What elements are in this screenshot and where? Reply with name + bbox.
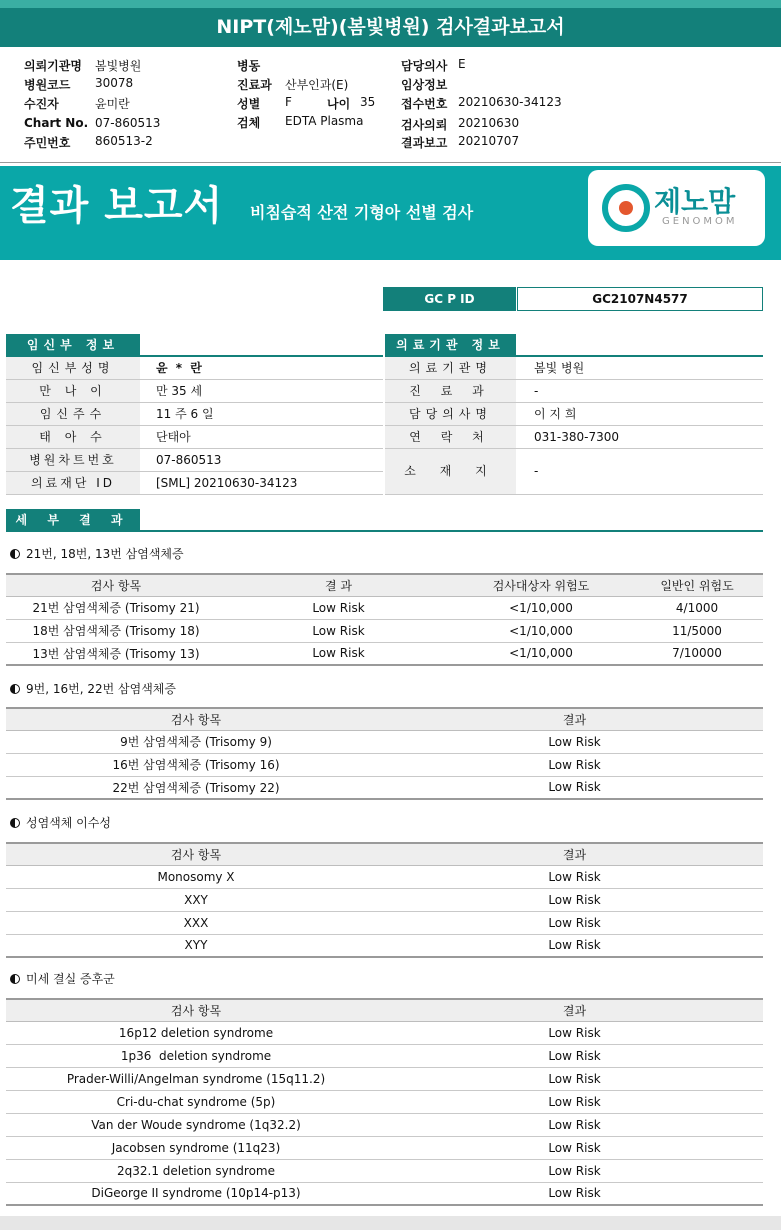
- patient-info-heading: 임신부 정보: [6, 334, 140, 356]
- result-table-sex-chromosome: [6, 842, 763, 958]
- patient-row: [6, 449, 383, 472]
- cell-test-item: 13번 삼염색체증 (Trisomy 13): [6, 642, 226, 665]
- column-header: 결과: [386, 708, 763, 730]
- cell-general-risk: 4/1000: [631, 596, 763, 619]
- cell-test-item: XXY: [6, 888, 386, 911]
- section-title: [10, 814, 111, 831]
- cell-subject-risk: <1/10,000: [451, 619, 631, 642]
- half-circle-icon: [10, 974, 20, 984]
- cell-test-item: 2q32.1 deletion syndrome: [6, 1159, 386, 1182]
- report-banner: [0, 166, 781, 260]
- patient-row-value: [SML] 20210630-34123: [156, 476, 298, 490]
- meta-label: 검체: [237, 116, 261, 130]
- section-title-text: 9번, 16번, 22번 삼염색체증: [26, 682, 176, 696]
- institution-row: [385, 449, 763, 495]
- meta-block: [0, 0, 781, 160]
- column-header: 검사 항목: [6, 999, 386, 1021]
- cell-test-item: XYY: [6, 934, 386, 957]
- patient-row: [6, 357, 383, 380]
- section-title-text: 미세 결실 증후군: [26, 972, 115, 986]
- meta-label: 성별: [237, 97, 261, 111]
- table-row: [6, 776, 763, 799]
- patient-row-value: 07-860513: [156, 453, 222, 467]
- section-title: [10, 970, 115, 987]
- meta-label: 주민번호: [24, 136, 71, 150]
- banner-title: 결과 보고서: [10, 183, 224, 229]
- institution-row: [385, 403, 763, 426]
- banner-subtitle: 비침습적 산전 기형아 선별 검사: [250, 203, 474, 222]
- meta-value: 윤미란: [95, 97, 130, 111]
- result-table-trisomy-21-18-13: [6, 573, 763, 666]
- patient-row-label: 의료재단 ID: [6, 472, 140, 494]
- cell-result: Low Risk: [386, 865, 763, 888]
- cell-result: Low Risk: [386, 1090, 763, 1113]
- meta-label: 결과보고: [401, 136, 448, 150]
- cell-result: Low Risk: [386, 730, 763, 753]
- gcp-id-value: GC2107N4577: [517, 287, 763, 311]
- institution-row-value: 031-380-7300: [534, 430, 620, 444]
- institution-info-heading: 의료기관 정보: [385, 334, 516, 356]
- half-circle-icon: [10, 684, 20, 694]
- institution-row: [385, 426, 763, 449]
- cell-result: Low Risk: [386, 888, 763, 911]
- details-heading: 세 부 결 과: [6, 509, 140, 531]
- report-title: NIPT(제노맘)(봄빛병원) 검사결과보고서: [216, 16, 565, 38]
- table-row: [6, 753, 763, 776]
- institution-row-label: 담당의사명: [385, 403, 516, 425]
- logo-subtext: GENOMOM: [662, 216, 738, 227]
- institution-row: [385, 380, 763, 403]
- meta-label: 검사의뢰: [401, 118, 448, 132]
- meta-label-age: 나이: [327, 97, 351, 111]
- table-row: [6, 596, 763, 619]
- meta-value: 07-860513: [95, 116, 161, 130]
- meta-value-age: 35: [360, 95, 376, 109]
- table-row: [6, 1021, 763, 1044]
- section-title-text: 21번, 18번, 13번 삼염색체증: [26, 547, 184, 561]
- logo-dot-icon: [619, 201, 633, 215]
- logo-name: 제노맘: [654, 185, 736, 218]
- table-row: [6, 888, 763, 911]
- institution-row-label: 연 락 처: [385, 426, 516, 448]
- cell-result: Low Risk: [386, 1067, 763, 1090]
- cell-test-item: 22번 삼염색체증 (Trisomy 22): [6, 776, 386, 799]
- cell-result: Low Risk: [386, 1136, 763, 1159]
- table-row: [6, 619, 763, 642]
- row-rule: [385, 494, 763, 495]
- gcp-id-label: GC P ID: [383, 287, 516, 311]
- patient-row: [6, 380, 383, 403]
- cell-test-item: 16번 삼염색체증 (Trisomy 16): [6, 753, 386, 776]
- table-header-row: [6, 999, 763, 1021]
- meta-value: 산부인과(E): [285, 78, 349, 92]
- patient-row-label: 임신주수: [6, 403, 140, 425]
- table-row: [6, 1067, 763, 1090]
- meta-divider: [0, 162, 781, 163]
- result-table-microdeletion: [6, 998, 763, 1206]
- cell-result: Low Risk: [226, 619, 451, 642]
- table-row: [6, 642, 763, 665]
- table-row: [6, 1090, 763, 1113]
- cell-test-item: Prader-Willi/Angelman syndrome (15q11.2): [6, 1067, 386, 1090]
- patient-row: [6, 426, 383, 449]
- cell-subject-risk: <1/10,000: [451, 596, 631, 619]
- patient-row-label: 병원차트번호: [6, 449, 140, 471]
- table-row: [6, 730, 763, 753]
- page-bottom-bar: [0, 1216, 781, 1230]
- half-circle-icon: [10, 549, 20, 559]
- column-header: 검사대상자 위험도: [451, 574, 631, 596]
- cell-result: Low Risk: [226, 596, 451, 619]
- section-title: [10, 680, 176, 697]
- cell-test-item: 9번 삼염색체증 (Trisomy 9): [6, 730, 386, 753]
- table-row: [6, 1113, 763, 1136]
- meta-label: 병동: [237, 59, 261, 73]
- table-header-row: [6, 574, 763, 596]
- table-row: [6, 1136, 763, 1159]
- half-circle-icon: [10, 818, 20, 828]
- cell-result: Low Risk: [386, 934, 763, 957]
- cell-result: Low Risk: [386, 776, 763, 799]
- cell-test-item: DiGeorge II syndrome (10p14-p13): [6, 1182, 386, 1205]
- cell-result: Low Risk: [226, 642, 451, 665]
- meta-value: 20210707: [458, 134, 520, 148]
- cell-result: Low Risk: [386, 911, 763, 934]
- table-row: [6, 1044, 763, 1067]
- meta-value: 30078: [95, 76, 134, 90]
- cell-subject-risk: <1/10,000: [451, 642, 631, 665]
- cell-result: Low Risk: [386, 1182, 763, 1205]
- column-header: 결 과: [226, 574, 451, 596]
- row-rule: [6, 494, 383, 495]
- cell-general-risk: 7/10000: [631, 642, 763, 665]
- table-header-row: [6, 843, 763, 865]
- meta-value: EDTA Plasma: [285, 114, 364, 128]
- meta-label: 병원코드: [24, 78, 71, 92]
- table-row: [6, 1159, 763, 1182]
- table-row: [6, 865, 763, 888]
- table-header-row: [6, 708, 763, 730]
- cell-test-item: Cri-du-chat syndrome (5p): [6, 1090, 386, 1113]
- meta-label: 접수번호: [401, 97, 448, 111]
- institution-row-label: 진 료 과: [385, 380, 516, 402]
- meta-value: F: [285, 95, 292, 109]
- patient-row-value: 만 35 세: [156, 384, 203, 398]
- cell-test-item: Van der Woude syndrome (1q32.2): [6, 1113, 386, 1136]
- institution-row-label: 소 재 지: [385, 449, 516, 494]
- cell-result: Low Risk: [386, 753, 763, 776]
- institution-row-value: 이 지 희: [534, 407, 577, 421]
- genomom-logo: [588, 170, 765, 246]
- institution-row-value: -: [534, 384, 539, 398]
- cell-test-item: 16p12 deletion syndrome: [6, 1021, 386, 1044]
- meta-value: 봄빛병원: [95, 59, 142, 73]
- institution-row-value: -: [534, 464, 539, 478]
- meta-label: Chart No.: [24, 116, 89, 130]
- institution-row: [385, 357, 763, 380]
- meta-label: 담당의사: [401, 59, 448, 73]
- meta-label: 의뢰기관명: [24, 59, 82, 73]
- institution-row-label: 의료기관명: [385, 357, 516, 379]
- cell-test-item: XXX: [6, 911, 386, 934]
- details-rule: [6, 530, 763, 532]
- column-header: 일반인 위험도: [631, 574, 763, 596]
- patient-row: [6, 403, 383, 426]
- meta-label: 임상정보: [401, 78, 448, 92]
- institution-row-value: 봄빛 병원: [534, 361, 585, 375]
- table-row: [6, 934, 763, 957]
- cell-test-item: Jacobsen syndrome (11q23): [6, 1136, 386, 1159]
- cell-test-item: Monosomy X: [6, 865, 386, 888]
- logo-circle-icon: [602, 184, 650, 232]
- section-title: [10, 545, 184, 562]
- table-row: [6, 911, 763, 934]
- cell-test-item: 21번 삼염색체증 (Trisomy 21): [6, 596, 226, 619]
- cell-test-item: 18번 삼염색체증 (Trisomy 18): [6, 619, 226, 642]
- meta-label: 수진자: [24, 97, 59, 111]
- cell-result: Low Risk: [386, 1021, 763, 1044]
- column-header: 검사 항목: [6, 574, 226, 596]
- column-header: 검사 항목: [6, 843, 386, 865]
- column-header: 결과: [386, 843, 763, 865]
- cell-result: Low Risk: [386, 1159, 763, 1182]
- table-row: [6, 1182, 763, 1205]
- patient-row-label: 만 나 이: [6, 380, 140, 402]
- result-table-trisomy-9-16-22: [6, 707, 763, 800]
- meta-label: 진료과: [237, 78, 272, 92]
- patient-row-value: 11 주 6 일: [156, 407, 214, 421]
- cell-test-item: 1p36 deletion syndrome: [6, 1044, 386, 1067]
- cell-result: Low Risk: [386, 1044, 763, 1067]
- patient-row-label: 임신부성명: [6, 357, 140, 379]
- patient-row-value: 단태아: [156, 430, 191, 444]
- patient-row: [6, 472, 383, 495]
- patient-row-label: 태 아 수: [6, 426, 140, 448]
- column-header: 결과: [386, 999, 763, 1021]
- patient-row-value: 윤 * 란: [156, 361, 204, 375]
- cell-general-risk: 11/5000: [631, 619, 763, 642]
- section-title-text: 성염색체 이수성: [26, 816, 111, 830]
- meta-value: 20210630: [458, 116, 520, 130]
- cell-result: Low Risk: [386, 1113, 763, 1136]
- meta-value: E: [458, 57, 466, 71]
- meta-value: 20210630-34123: [458, 95, 562, 109]
- meta-value: 860513-2: [95, 134, 153, 148]
- column-header: 검사 항목: [6, 708, 386, 730]
